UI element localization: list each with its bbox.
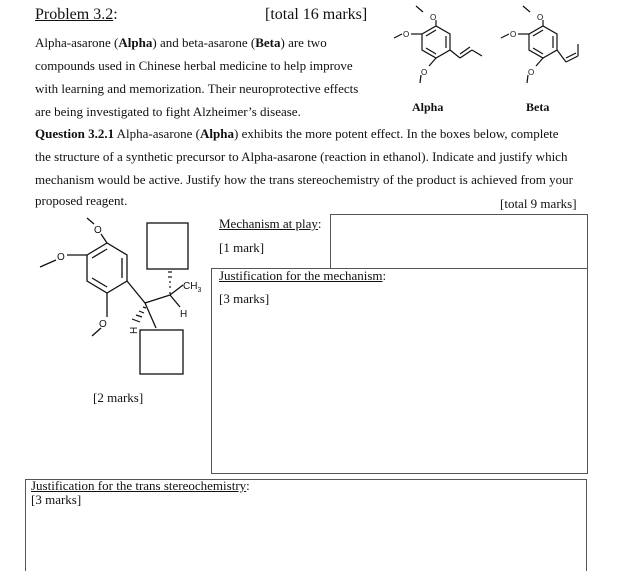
intro-line-2: compounds used in Chinese herbal medicine to help improve xyxy=(35,58,353,73)
question-text: ) exhibits the more potent effect. In the boxes below, complete xyxy=(233,126,559,141)
methyl-subscript: 3 xyxy=(197,287,202,294)
alpha-oxygen-bottom: O xyxy=(421,68,428,77)
intro-text: ) and beta-asarone ( xyxy=(152,35,256,50)
methyl-ch: CH xyxy=(183,281,198,292)
hashed-bond-upper xyxy=(168,272,172,294)
intro-text: ) are two xyxy=(280,35,327,50)
justification-title-text: Justification for the mechanism xyxy=(219,268,383,283)
alpha-oxygen-top: O xyxy=(430,13,437,22)
hydrogen-left-label: H xyxy=(129,326,140,334)
lower-substituent-box[interactable] xyxy=(140,330,183,374)
mechanism-title-text: Mechanism at play xyxy=(219,216,318,231)
problem-colon: : xyxy=(113,6,118,23)
alpha-beta-structures xyxy=(380,0,629,100)
trans-title-colon: : xyxy=(246,478,250,493)
alpha-oxygen-left: O xyxy=(403,30,410,39)
oxygen-left-label: O xyxy=(57,252,65,263)
hydrogen-right-label: H xyxy=(180,309,188,320)
question-line-3: mechanism would be active. Justify how the trans stereochemistry of the product is achieved from your xyxy=(35,172,573,187)
alpha-label: Alpha xyxy=(412,100,444,114)
question-text: Alpha-asarone ( xyxy=(114,126,201,141)
justification-marks: [3 marks] xyxy=(219,291,270,306)
mechanism-answer-box[interactable] xyxy=(330,214,588,269)
justification-title-colon: : xyxy=(382,268,387,283)
aromatic-ring xyxy=(87,243,127,293)
question-line-4: proposed reagent. xyxy=(35,193,128,208)
intro-beta: Beta xyxy=(255,35,281,50)
question-total-marks: [total 9 marks] xyxy=(500,196,577,211)
question-line-2: the structure of a synthetic precursor to Alpha-asarone (reaction in ethanol). Indicate and justify which xyxy=(35,149,568,164)
mechanism-title xyxy=(219,216,322,232)
beta-label: Beta xyxy=(526,100,550,114)
question-alpha: Alpha xyxy=(200,126,234,141)
upper-substituent-box[interactable] xyxy=(147,223,188,269)
problem-title xyxy=(35,6,118,24)
trans-marks: [3 marks] xyxy=(31,492,82,507)
trans-title-text: Justification for the trans stereochemistry xyxy=(31,478,247,493)
intro-alpha: Alpha xyxy=(118,35,153,50)
question-line-1 xyxy=(35,126,559,142)
methyl-label xyxy=(183,281,201,294)
problem-label: Problem 3.2 xyxy=(35,6,114,23)
beta-oxygen-bottom: O xyxy=(528,68,535,77)
structure-marks: [2 marks] xyxy=(93,390,144,405)
problem-total-marks: [total 16 marks] xyxy=(265,6,368,23)
question-label: Question 3.2.1 xyxy=(35,126,115,141)
oxygen-bottom-label: O xyxy=(99,319,107,330)
intro-line-4: are being investigated to fight Alzheimer’s disease. xyxy=(35,104,301,119)
oxygen-top-label: O xyxy=(94,225,102,236)
justification-title xyxy=(219,268,386,284)
beta-oxygen-left: O xyxy=(510,30,517,39)
mechanism-title-colon: : xyxy=(317,216,322,231)
intro-text: Alpha-asarone ( xyxy=(35,35,119,50)
beta-oxygen-top: O xyxy=(537,13,544,22)
hashed-bond-lower xyxy=(132,307,146,322)
intro-line-3: with learning and memorization. Their neuroprotective effects xyxy=(35,81,359,96)
mechanism-marks: [1 mark] xyxy=(219,240,265,255)
intro-line-1 xyxy=(35,35,327,51)
alpha-structure xyxy=(394,6,482,83)
precursor-structure xyxy=(25,215,215,390)
